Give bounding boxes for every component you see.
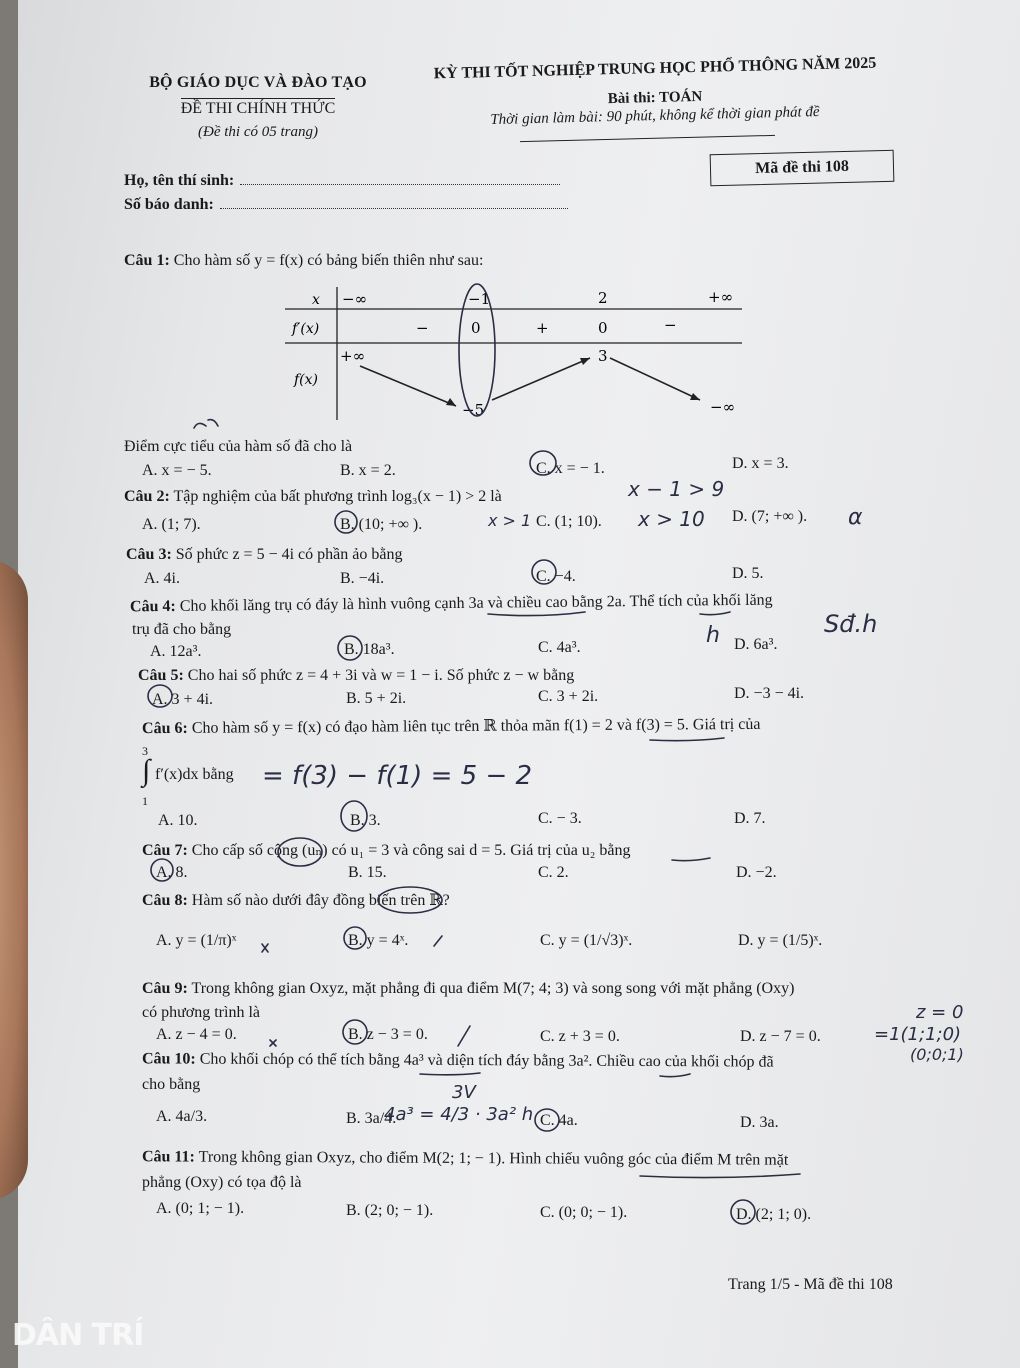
integral-sign: ∫ (142, 754, 151, 787)
hw-q10-top: 3V (452, 1082, 476, 1103)
candidate-name-label: Họ, tên thí sinh: (124, 172, 235, 189)
candidate-name-row (124, 172, 560, 190)
q6-option-a[interactable]: A. 10. (158, 812, 198, 829)
q3-option-d[interactable]: D. 5. (732, 565, 764, 582)
q7-option-c[interactable]: C. 2. (538, 864, 569, 881)
question-9-cont: có phương trình là (142, 1004, 260, 1021)
question-number: Câu 10: (141, 1050, 196, 1068)
question-number: Câu 7: (142, 842, 188, 859)
question-number: Câu 5: (138, 667, 184, 684)
q5-option-b[interactable]: B. 5 + 2i. (346, 690, 407, 707)
question-9 (142, 980, 794, 998)
holding-thumb (0, 560, 28, 1200)
table-fp-label: f′(x) (292, 321, 320, 337)
question-2 (124, 488, 502, 506)
question-number: Câu 9: (142, 980, 188, 997)
q1-option-b[interactable]: B. x = 2. (340, 462, 396, 479)
question-text: Cho khối lăng trụ có đáy là hình vuông cạnh 3a và chiều cao bằng 2a. Thể tích của khối lăng (179, 591, 773, 615)
table-f-label: f(x) (294, 372, 319, 388)
hw-q2-b: x > 1 (488, 511, 532, 530)
question-text: Cho hai số phức z = 4 + 3i và w = 1 − i. Số phức z − w bằng (187, 667, 575, 684)
q1-option-a[interactable]: A. x = − 5. (142, 462, 212, 479)
question-1-prompt: Điểm cực tiểu của hàm số đã cho là (124, 438, 353, 455)
exam-title: KỲ THI TỐT NGHIỆP TRUNG HỌC PHỔ THÔNG NĂM 2025 (433, 54, 877, 83)
hw-q6-work: = f(3) − f(1) = 5 − 2 (262, 761, 533, 791)
question-5 (138, 667, 574, 685)
table-f-neg-inf: −∞ (710, 398, 736, 416)
table-x-critical-1: −1 (468, 290, 491, 308)
table-x-pos-inf: +∞ (708, 288, 734, 306)
q2-option-d[interactable]: D. (7; +∞ ). (732, 508, 808, 525)
question-number: Câu 11: (141, 1148, 195, 1166)
question-8 (142, 890, 450, 910)
q10-option-a[interactable]: A. 4a/3. (156, 1108, 208, 1125)
q10-option-d[interactable]: D. 3a. (740, 1114, 779, 1131)
q2-option-c[interactable]: C. (1; 10). (536, 513, 602, 530)
q3-option-b[interactable]: B. −4i. (340, 570, 385, 587)
hw-q4-note: Sđ.h (824, 610, 878, 638)
q9-option-b[interactable]: B. z − 3 = 0. (348, 1026, 428, 1043)
table-fp-sign-3: − (664, 316, 677, 334)
ministry-name: BỘ GIÁO DỤC VÀ ĐÀO TẠO (149, 74, 367, 91)
integral-lower-bound: 1 (142, 794, 148, 808)
subject-label: Bài thi: TOÁN (607, 88, 703, 108)
table-x-label: x (312, 292, 320, 308)
table-f-min: −5 (462, 401, 485, 419)
q2-option-a[interactable]: A. (1; 7). (142, 516, 201, 533)
question-text: Trong không gian Oxyz, cho điểm M(2; 1; − 1). Hình chiếu vuông góc của điểm M trên mặt (198, 1148, 789, 1169)
page-footer: Trang 1/5 - Mã đề thi 108 (728, 1276, 893, 1293)
question-11 (142, 1148, 788, 1169)
table-x-neg-inf: −∞ (342, 290, 368, 308)
hw-q10-work: 4a³ = 4/3 · 3a² h (384, 1104, 534, 1125)
hw-q2-mark: α (848, 505, 863, 530)
hw-q9-work: z = 0 (916, 1002, 964, 1023)
integral-upper-bound: 3 (142, 744, 148, 758)
table-fp-zero-2: 0 (598, 319, 608, 337)
question-text: Trong không gian Oxyz, mặt phẳng đi qua điểm M(7; 4; 3) và song song với mặt phẳng (Oxy) (191, 980, 795, 997)
candidate-name-field[interactable] (240, 184, 560, 185)
q1-option-d[interactable]: D. x = 3. (732, 455, 789, 472)
hw-q9-b: (0;0;1) (910, 1045, 964, 1064)
q7-option-b[interactable]: B. 15. (348, 864, 387, 881)
question-number: Câu 3: (126, 546, 172, 563)
hw-q9-a: =1(1;1;0) (874, 1024, 962, 1045)
pages-note: (Đề thi có 05 trang) (198, 124, 318, 140)
q6-option-d[interactable]: D. 7. (734, 810, 766, 827)
table-x-critical-2: 2 (598, 289, 608, 307)
question-text: Cho hàm số y = f(x) có đạo hàm liên tục trên ℝ thỏa mãn f(1) = 2 và f(3) = 5. Giá trị của (191, 715, 761, 737)
q4-option-b[interactable]: B. 18a³. (344, 641, 395, 658)
q5-option-a[interactable]: A. 3 + 4i. (152, 691, 214, 708)
question-number: Câu 4: (129, 597, 176, 616)
question-3 (126, 546, 402, 564)
question-1 (124, 252, 483, 270)
question-number: Câu 2: (124, 488, 170, 505)
question-number: Câu 8: (142, 892, 188, 909)
q2-option-b[interactable]: B. (10; +∞ ). (340, 516, 423, 533)
table-fp-zero-1: 0 (471, 319, 481, 337)
q9-option-a[interactable]: A. z − 4 = 0. (156, 1026, 237, 1043)
q11-option-a[interactable]: A. (0; 1; − 1). (156, 1200, 245, 1217)
question-10-cont: cho bằng (142, 1076, 201, 1093)
question-text: Cho hàm số y = f(x) có bảng biến thiên như sau: (173, 252, 484, 269)
table-f-max: 3 (598, 347, 608, 365)
official-label: ĐỀ THI CHÍNH THỨC (180, 100, 336, 117)
q10-option-b[interactable]: B. 3a/4. (346, 1110, 397, 1127)
exam-code-box: Mã đề thi 108 (710, 150, 895, 186)
q11-option-b[interactable]: B. (2; 0; − 1). (346, 1202, 434, 1219)
q4-option-d[interactable]: D. 6a³. (734, 636, 778, 653)
q10-option-c[interactable]: C. 4a. (540, 1112, 578, 1129)
question-7 (142, 840, 630, 860)
duration-note: Thời gian làm bài: 90 phút, không kể thời gian phát đề (490, 103, 820, 129)
question-number: Câu 1: (124, 252, 170, 269)
q8-option-c[interactable]: C. y = (1/√3)ˣ. (540, 932, 633, 949)
candidate-id-field[interactable] (220, 208, 568, 209)
q8-option-d[interactable]: D. y = (1/5)ˣ. (738, 932, 823, 949)
q11-option-d[interactable]: D. (2; 1; 0). (736, 1206, 812, 1223)
question-number: Câu 6: (141, 719, 188, 738)
hw-q2-work: x − 1 > 9 (628, 477, 725, 501)
q5-option-c[interactable]: C. 3 + 2i. (538, 688, 599, 705)
question-11-cont: phẳng (Oxy) có tọa độ là (142, 1174, 302, 1191)
q7-option-d[interactable]: D. −2. (736, 864, 777, 881)
dantri-watermark-logo: DÂN TRÍ (12, 1318, 144, 1353)
question-text: Cho cấp số cộng (uₙ) có u₁ = 3 và công sai d = 5. Giá trị của u₂ bằng (191, 842, 631, 859)
question-text: Hàm số nào dưới đây đồng biến trên ℝ? (191, 892, 450, 909)
q7-option-a[interactable]: A. 8. (156, 864, 188, 881)
q11-option-c[interactable]: C. (0; 0; − 1). (540, 1204, 628, 1221)
q3-option-a[interactable]: A. 4i. (144, 570, 180, 587)
q3-option-c[interactable]: C. −4. (536, 568, 576, 585)
q8-option-a[interactable]: A. y = (1/π)ˣ (156, 932, 237, 949)
hw-q2-c: x > 10 (638, 507, 705, 531)
candidate-id-row (124, 196, 568, 214)
q6-option-c[interactable]: C. − 3. (538, 810, 582, 827)
q4-option-a[interactable]: A. 12a³. (150, 643, 202, 660)
q1-option-c[interactable]: C. x = − 1. (536, 460, 605, 477)
question-10 (142, 1050, 774, 1071)
question-text: Số phức z = 5 − 4i có phần ảo bằng (175, 546, 403, 563)
table-fp-sign-2: + (536, 319, 549, 337)
q8-option-b[interactable]: B. y = 4ˣ. (348, 932, 409, 949)
q6-option-b[interactable]: B. 3. (350, 812, 381, 829)
question-6-cont: f′(x)dx bằng (155, 766, 234, 783)
candidate-id-label: Số báo danh: (124, 196, 214, 213)
question-text: Tập nghiệm của bất phương trình log₃(x − 1) > 2 là (173, 488, 502, 505)
q9-option-d[interactable]: D. z − 7 = 0. (740, 1028, 821, 1045)
q5-option-d[interactable]: D. −3 − 4i. (734, 685, 805, 702)
q9-option-c[interactable]: C. z + 3 = 0. (540, 1028, 620, 1045)
table-f-pos-inf: +∞ (340, 347, 366, 365)
variation-table (280, 282, 750, 422)
table-fp-sign-1: − (416, 319, 429, 337)
question-4-cont: trụ đã cho bằng (132, 621, 232, 638)
question-text: Cho khối chóp có thể tích bằng 4a³ và diện tích đáy bằng 3a². Chiều cao của khối chóp đã (199, 1050, 774, 1071)
hw-q4-h: h (706, 623, 720, 648)
q4-option-c[interactable]: C. 4a³. (538, 639, 581, 656)
